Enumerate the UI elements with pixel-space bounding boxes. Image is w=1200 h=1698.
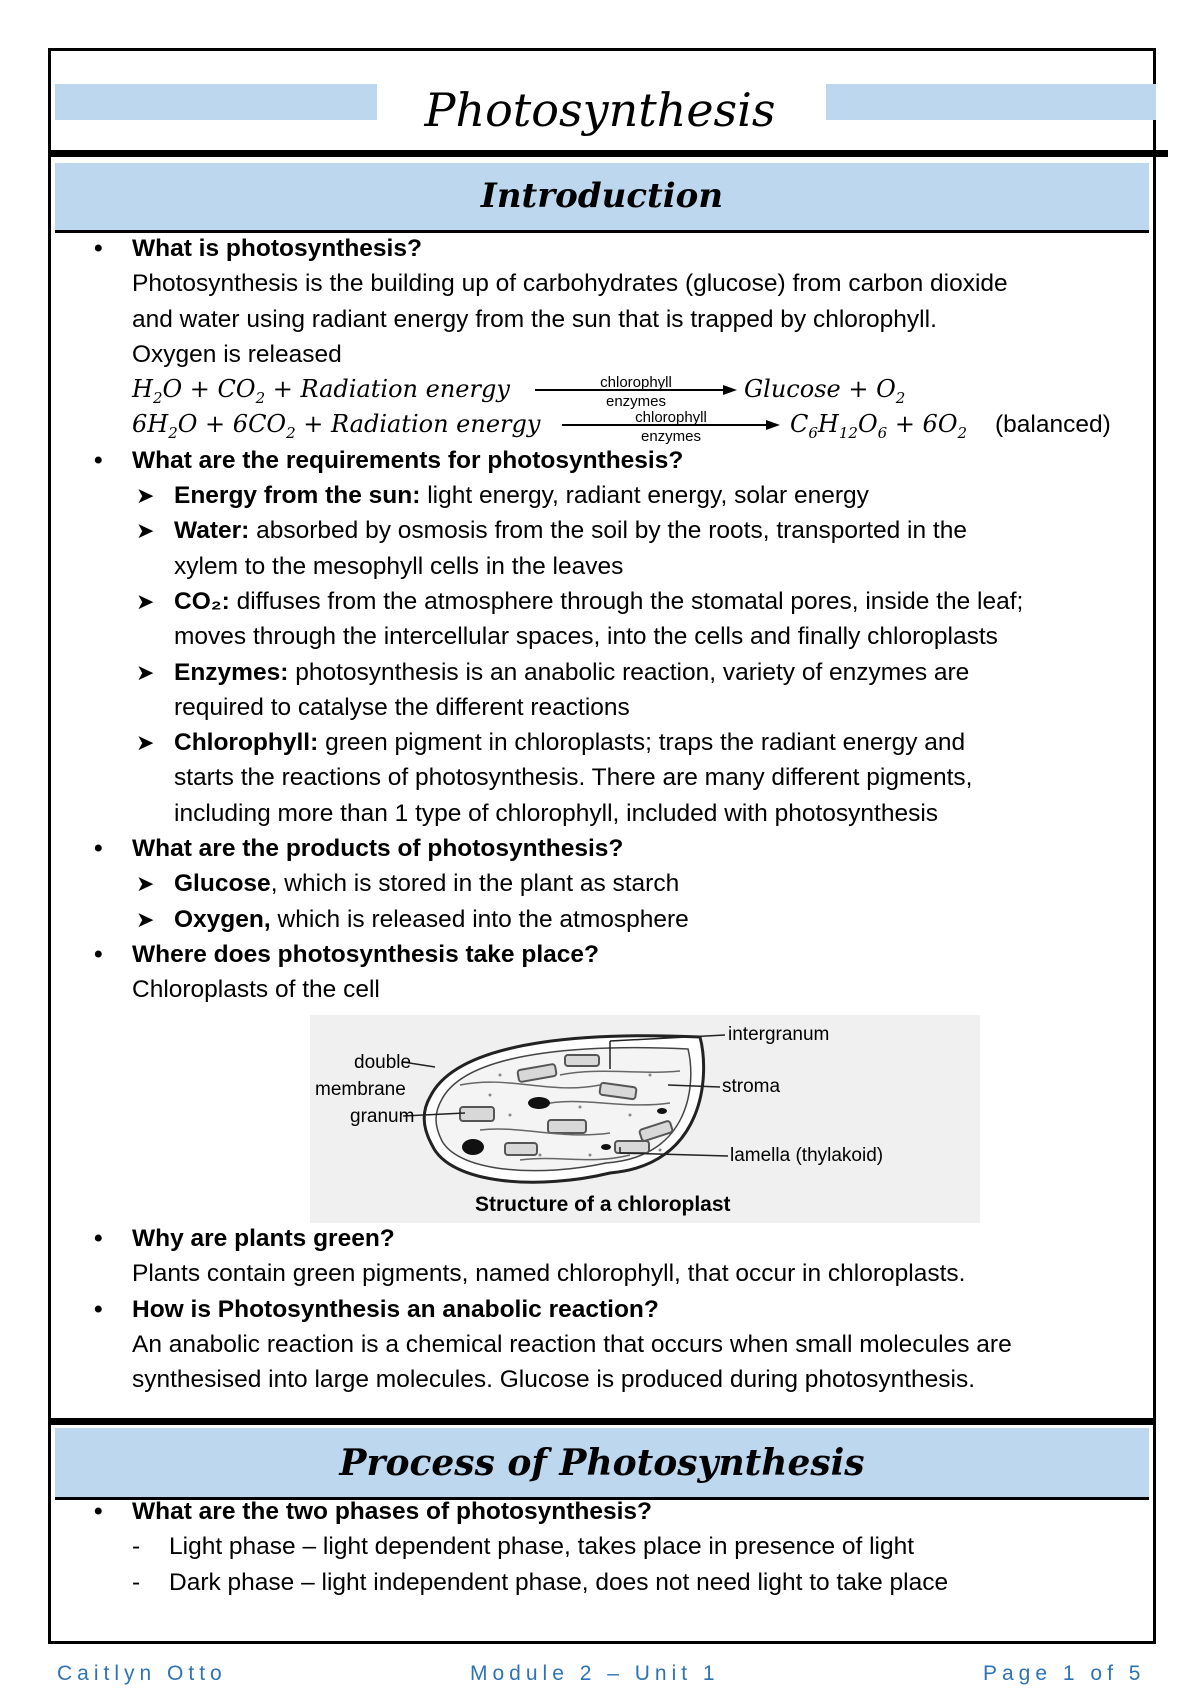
- product-item: [92, 866, 1152, 901]
- requirements-list: [92, 478, 1152, 831]
- arrowhead-bullet-icon: ➤: [136, 518, 155, 544]
- requirement-text: diffuses from the atmosphere through the stomatal pores, inside the leaf;: [229, 587, 1024, 615]
- footer-module: Module 2 – Unit 1: [470, 1662, 720, 1685]
- label-intergranum: intergranum: [728, 1024, 830, 1045]
- chloroplast-diagram: [310, 1015, 980, 1223]
- label-double: double: [354, 1052, 412, 1073]
- equation-products: $Glucose + O_2$: [744, 375, 906, 407]
- question-why-green: • Why are plants green?: [92, 1221, 1152, 1256]
- footer-author: Caitlyn Otto: [57, 1662, 227, 1685]
- dash-bullet-icon: -: [132, 1568, 141, 1596]
- requirement-term: Water:: [174, 517, 250, 545]
- product-term: Oxygen,: [174, 905, 271, 933]
- answer-line: synthesised into large molecules. Glucose is produced during photosynthesis.: [132, 1366, 976, 1394]
- requirement-item: [92, 584, 1152, 619]
- diagram-caption: Structure of a chloroplast: [475, 1193, 731, 1216]
- question-requirements: • What are the requirements for photosynthesis?: [92, 443, 1152, 478]
- question-anabolic: • How is Photosynthesis an anabolic reaction?: [92, 1292, 1152, 1327]
- requirement-continuation: xylem to the mesophyll cells in the leaves: [174, 552, 624, 580]
- arrowhead-bullet-icon: ➤: [136, 659, 155, 685]
- reaction-arrow: [535, 372, 737, 411]
- arrowhead-bullet-icon: ➤: [136, 730, 155, 756]
- phase-item: [92, 1529, 1152, 1564]
- arrow-label-enzymes: enzymes: [640, 428, 702, 446]
- question-where: • Where does photosynthesis take place?: [92, 937, 1152, 972]
- phase-item: [92, 1565, 1152, 1600]
- requirement-item: [92, 655, 1152, 690]
- requirement-term: Chlorophyll:: [174, 729, 319, 757]
- requirement-term: Enzymes:: [174, 658, 289, 686]
- requirement-continuation: moves through the intercellular spaces, into the cells and finally chloroplasts: [174, 623, 998, 651]
- section-divider: [50, 1418, 1154, 1425]
- dash-bullet-icon: -: [132, 1533, 141, 1561]
- question-what-is-photosynthesis: • What is photosynthesis?: [92, 231, 1152, 266]
- answer-line: Oxygen is released: [132, 340, 342, 368]
- process-content: [92, 1494, 1152, 1600]
- equation-products: $C_6H_{12}O_6 + 6O_2$: [790, 410, 968, 443]
- introduction-content: [92, 231, 1152, 1008]
- answer-line: Chloroplasts of the cell: [132, 976, 380, 1004]
- section-heading-process: Process of Photosynthesis: [55, 1428, 1149, 1500]
- product-item: [92, 902, 1152, 937]
- arrow-label-chlorophyll: chlorophyll: [600, 374, 672, 392]
- label-granum: granum: [350, 1106, 415, 1127]
- reaction-arrow: [562, 407, 780, 446]
- introduction-content-continued: [92, 1221, 1152, 1397]
- arrowhead-bullet-icon: ➤: [136, 906, 155, 932]
- arrow-label-chlorophyll: chlorophyll: [635, 409, 707, 427]
- requirement-continuation: starts the reactions of photosynthesis. There are many different pigments,: [174, 764, 973, 792]
- requirement-text: light energy, radiant energy, solar energy: [420, 482, 869, 510]
- requirement-continuation: required to catalyse the different reactions: [174, 693, 630, 721]
- word-equation: [92, 372, 1152, 411]
- product-text: , which is stored in the plant as starch: [270, 870, 680, 898]
- requirement-text: absorbed by osmosis from the soil by the roots, transported in the: [249, 517, 967, 545]
- page-title: Photosynthesis: [424, 83, 776, 137]
- requirement-term: CO₂:: [174, 587, 230, 615]
- requirement-term: Energy from the sun:: [174, 482, 421, 510]
- title-divider: [50, 150, 1168, 157]
- label-stroma: stroma: [722, 1076, 781, 1097]
- requirement-item: [92, 725, 1152, 760]
- product-term: Glucose: [174, 870, 271, 898]
- phase-text: Light phase – light dependent phase, takes place in presence of light: [169, 1533, 915, 1561]
- phase-text: Dark phase – light independent phase, does not need light to take place: [169, 1568, 949, 1596]
- footer-page-number: Page 1 of 5: [983, 1662, 1146, 1685]
- arrowhead-bullet-icon: ➤: [136, 483, 155, 509]
- section-heading-introduction: Introduction: [55, 163, 1149, 233]
- product-text: which is released into the atmosphere: [270, 905, 689, 933]
- equation-reactants: $6H_2O + 6CO_2$ + Radiation energy: [132, 410, 541, 443]
- requirement-text: green pigment in chloroplasts; traps the radiant energy and: [318, 729, 966, 757]
- requirement-continuation: including more than 1 type of chlorophyll, included with photosynthesis: [174, 799, 939, 827]
- answer-line: and water using radiant energy from the sun that is trapped by chlorophyll.: [132, 305, 937, 333]
- label-membrane: membrane: [315, 1079, 406, 1100]
- equation-reactants: $H_2O + CO_2$ + Radiation energy: [132, 375, 510, 407]
- label-lamella: lamella (thylakoid): [730, 1145, 884, 1166]
- answer-line: An anabolic reaction is a chemical reaction that occurs when small molecules are: [132, 1330, 1012, 1358]
- requirement-text: photosynthesis is an anabolic reaction, variety of enzymes are: [288, 658, 970, 686]
- arrowhead-bullet-icon: ➤: [136, 588, 155, 614]
- answer-line: Plants contain green pigments, named chlorophyll, that occur in chloroplasts.: [132, 1260, 966, 1288]
- balanced-note: (balanced): [995, 411, 1111, 439]
- arrowhead-bullet-icon: ➤: [136, 871, 155, 897]
- answer-line: Photosynthesis is the building up of carbohydrates (glucose) from carbon dioxide: [132, 270, 1008, 298]
- requirement-item: [92, 513, 1152, 548]
- question-two-phases: • What are the two phases of photosynthesis?: [92, 1494, 1152, 1529]
- products-list: [92, 866, 1152, 937]
- requirement-item: [92, 478, 1152, 513]
- balanced-equation: [92, 407, 1152, 446]
- question-products: • What are the products of photosynthesis?: [92, 831, 1152, 866]
- arrow-label-enzymes: enzymes: [605, 393, 667, 411]
